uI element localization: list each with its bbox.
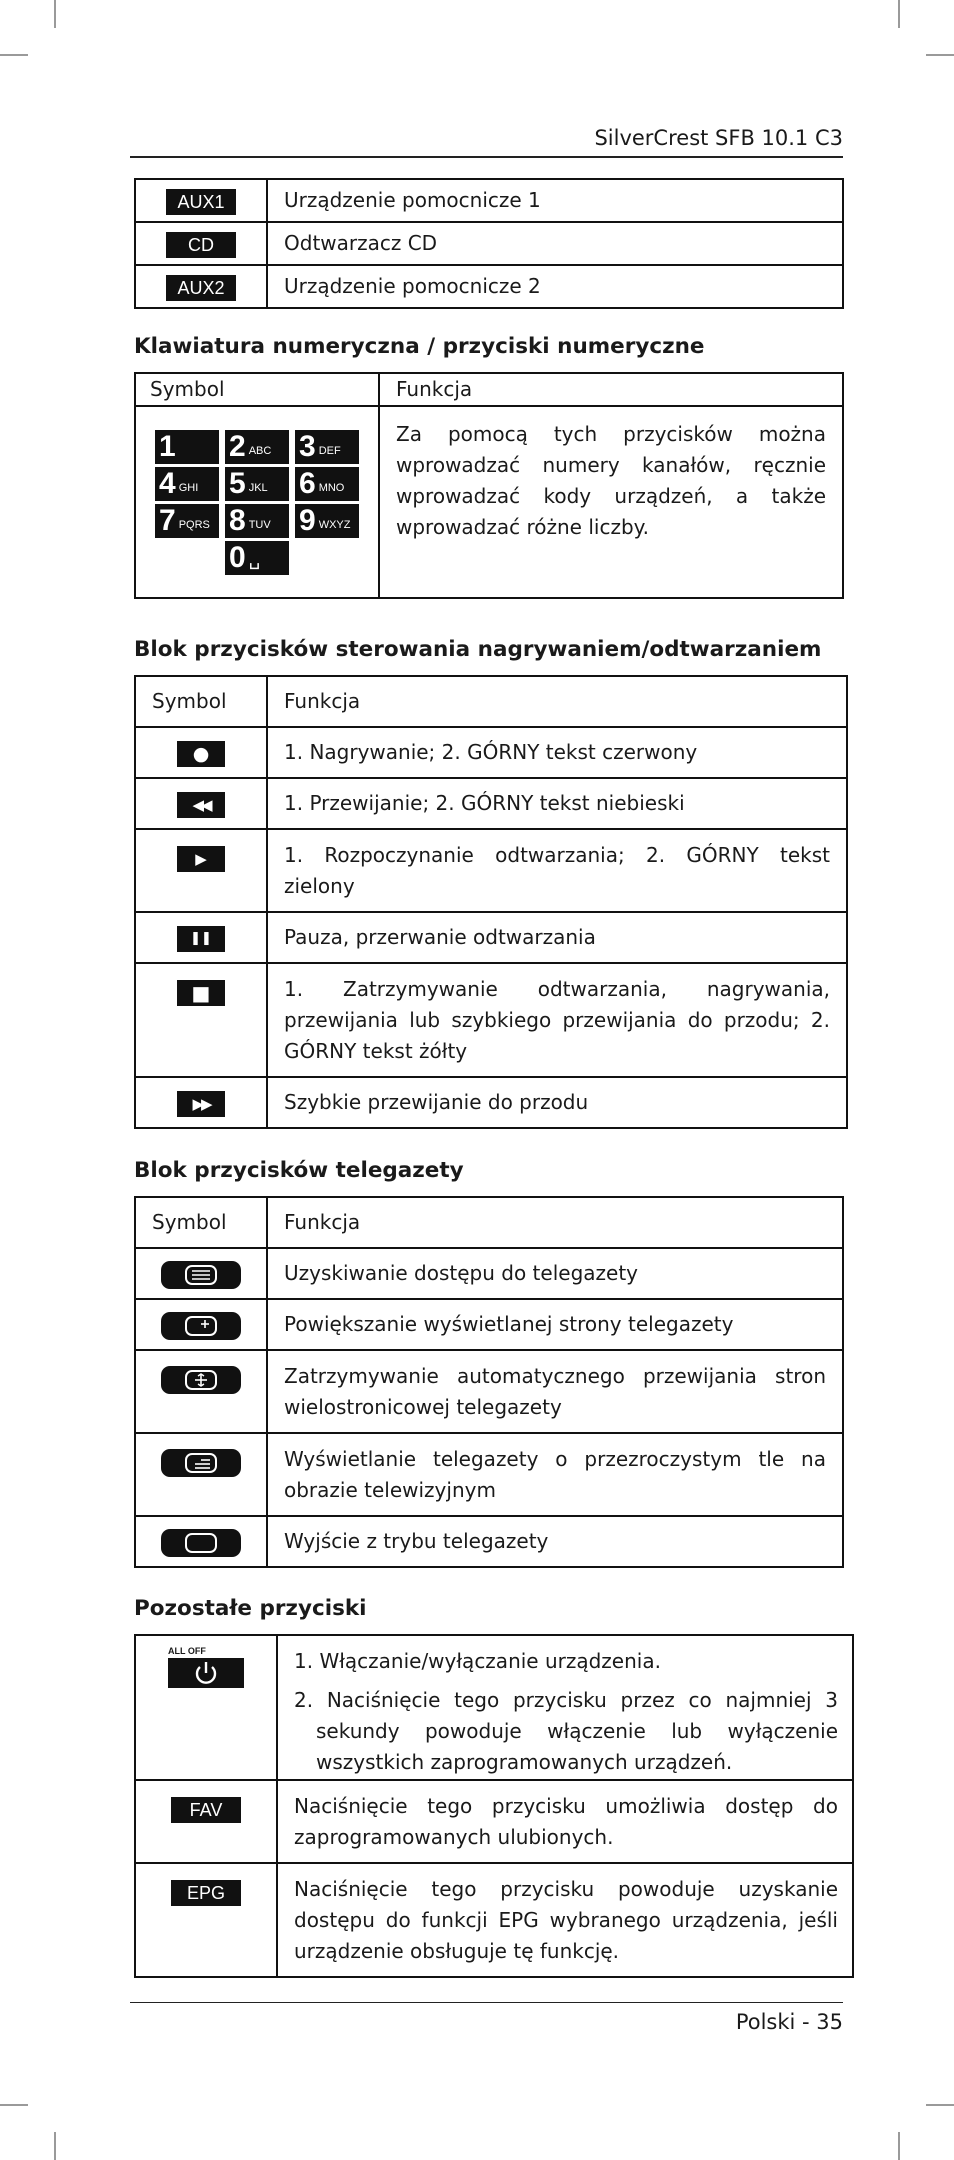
- fav-key: FAV: [171, 1797, 241, 1823]
- page-number: Polski - 35: [735, 2010, 843, 2034]
- table-row: [135, 1299, 843, 1350]
- crop-mark: [54, 2132, 56, 2160]
- playback-table: [134, 675, 848, 1129]
- table-row: [135, 912, 847, 963]
- crop-mark: [926, 2104, 954, 2106]
- table-row: [135, 1248, 843, 1299]
- pause-icon: ❚❚: [177, 926, 225, 952]
- device-label: Odtwarzacz CD: [267, 222, 843, 265]
- crop-mark: [0, 54, 28, 56]
- numeric-description: Za pomocą tych przycisków można wprowadzać numery kanałów, ręcznie wprowadzać kody urządzeń, a także wprowadzać różne liczby.: [379, 406, 843, 598]
- header-rule: [130, 156, 843, 158]
- power-function-list: [294, 1646, 838, 1778]
- numeric-table: [134, 372, 844, 599]
- stop-icon: ■: [177, 980, 225, 1006]
- teletext-exit-icon: [161, 1529, 241, 1557]
- device-table: [134, 178, 844, 309]
- crop-mark: [0, 2104, 28, 2106]
- play-icon: ▶: [177, 846, 225, 872]
- record-icon: ●: [177, 741, 225, 767]
- digit-key: 1: [155, 430, 219, 464]
- crop-mark: [898, 2132, 900, 2160]
- fast-forward-icon: ▶▶: [177, 1091, 225, 1117]
- digit-key: 0 ␣: [225, 541, 289, 575]
- table-row: [135, 406, 843, 598]
- function-text: Wyświetlanie telegazety o przezroczystym tle na obrazie telewizyjnym: [267, 1433, 843, 1516]
- all-off-button: [168, 1646, 244, 1688]
- column-header: Symbol: [135, 1197, 267, 1248]
- digit-key: 4 GHI: [155, 467, 219, 501]
- teletext-mix-icon: [161, 1449, 241, 1477]
- table-row: [135, 1433, 843, 1516]
- function-text: Naciśnięcie tego przycisku powoduje uzyskanie dostępu do funkcji EPG wybranego urządzenia, jeśli urządzenie obsługuje tę funkcję.: [277, 1863, 853, 1977]
- all-off-label: ALL OFF: [168, 1646, 206, 1656]
- function-text: Powiększanie wyświetlanej strony telegazety: [267, 1299, 843, 1350]
- list-item: 1. Włączanie/wyłączanie urządzenia.: [294, 1649, 661, 1673]
- teletext-hold-icon: [161, 1366, 241, 1394]
- column-header: Symbol: [135, 373, 379, 406]
- table-row: [135, 1077, 847, 1128]
- section-heading: Blok przycisków sterowania nagrywaniem/odtwarzaniem: [134, 637, 822, 662]
- function-text: Pauza, przerwanie odtwarzania: [267, 912, 847, 963]
- section-heading: Klawiatura numeryczna / przyciski numeryczne: [134, 334, 705, 359]
- column-header: Funkcja: [379, 373, 843, 406]
- table-row: [135, 829, 847, 912]
- function-text: 1. Nagrywanie; 2. GÓRNY tekst czerwony: [267, 727, 847, 778]
- table-row: [135, 1863, 853, 1977]
- crop-mark: [898, 0, 900, 28]
- column-header: Symbol: [135, 676, 267, 727]
- device-label: Urządzenie pomocnicze 1: [267, 179, 843, 222]
- table-row: [135, 1635, 853, 1780]
- column-header: Funkcja: [267, 1197, 843, 1248]
- table-row: [135, 1350, 843, 1433]
- crop-mark: [54, 0, 56, 28]
- power-icon: [168, 1658, 244, 1688]
- function-text: 1. Zatrzymywanie odtwarzania, nagrywania, przewijania lub szybkiego przewijania do przodu; 2. GÓRNY tekst żółty: [267, 963, 847, 1077]
- table-header-row: [135, 373, 843, 406]
- table-row: [135, 179, 843, 222]
- section-heading: Pozostałe przyciski: [134, 1596, 367, 1621]
- table-row: [135, 265, 843, 308]
- function-text: Szybkie przewijanie do przodu: [267, 1077, 847, 1128]
- cd-key: CD: [166, 232, 236, 258]
- digit-key: 7 PQRS: [155, 504, 219, 538]
- function-text: Naciśnięcie tego przycisku umożliwia dostęp do zaprogramowanych ulubionych.: [277, 1780, 853, 1863]
- crop-mark: [926, 54, 954, 56]
- digit-key: 6 MNO: [295, 467, 359, 501]
- list-item: 2. Naciśnięcie tego przycisku przez co najmniej 3 sekundy powoduje włączenie lub wyłączenie wszystkich zaprogramowanych urządzeń.: [294, 1688, 838, 1774]
- page-header: SilverCrest SFB 10.1 C3: [594, 126, 843, 150]
- device-label: Urządzenie pomocnicze 2: [267, 265, 843, 308]
- teletext-zoom-icon: [161, 1312, 241, 1340]
- teletext-icon: [161, 1261, 241, 1289]
- function-text: 1. Przewijanie; 2. GÓRNY tekst niebieski: [267, 778, 847, 829]
- table-header-row: [135, 676, 847, 727]
- table-header-row: [135, 1197, 843, 1248]
- table-row: [135, 1516, 843, 1567]
- digit-key: 3 DEF: [295, 430, 359, 464]
- other-table: [134, 1634, 854, 1978]
- function-text: Wyjście z trybu telegazety: [267, 1516, 843, 1567]
- keypad: [136, 422, 378, 583]
- epg-key: EPG: [171, 1880, 241, 1906]
- function-text: Zatrzymywanie automatycznego przewijania stron wielostronicowej telegazety: [267, 1350, 843, 1433]
- table-row: [135, 1780, 853, 1863]
- table-row: [135, 778, 847, 829]
- table-row: [135, 727, 847, 778]
- aux1-key: AUX1: [166, 189, 236, 215]
- digit-key: 2 ABC: [225, 430, 289, 464]
- digit-key: 9 WXYZ: [295, 504, 359, 538]
- footer-rule: [130, 2002, 843, 2003]
- teletext-table: [134, 1196, 844, 1568]
- aux2-key: AUX2: [166, 275, 236, 301]
- function-text: 1. Rozpoczynanie odtwarzania; 2. GÓRNY tekst zielony: [267, 829, 847, 912]
- section-heading: Blok przycisków telegazety: [134, 1158, 464, 1183]
- table-row: [135, 963, 847, 1077]
- digit-key: 8 TUV: [225, 504, 289, 538]
- table-row: [135, 222, 843, 265]
- rewind-icon: ◀◀: [177, 792, 225, 818]
- column-header: Funkcja: [267, 676, 847, 727]
- digit-key: 5 JKL: [225, 467, 289, 501]
- function-text: Uzyskiwanie dostępu do telegazety: [267, 1248, 843, 1299]
